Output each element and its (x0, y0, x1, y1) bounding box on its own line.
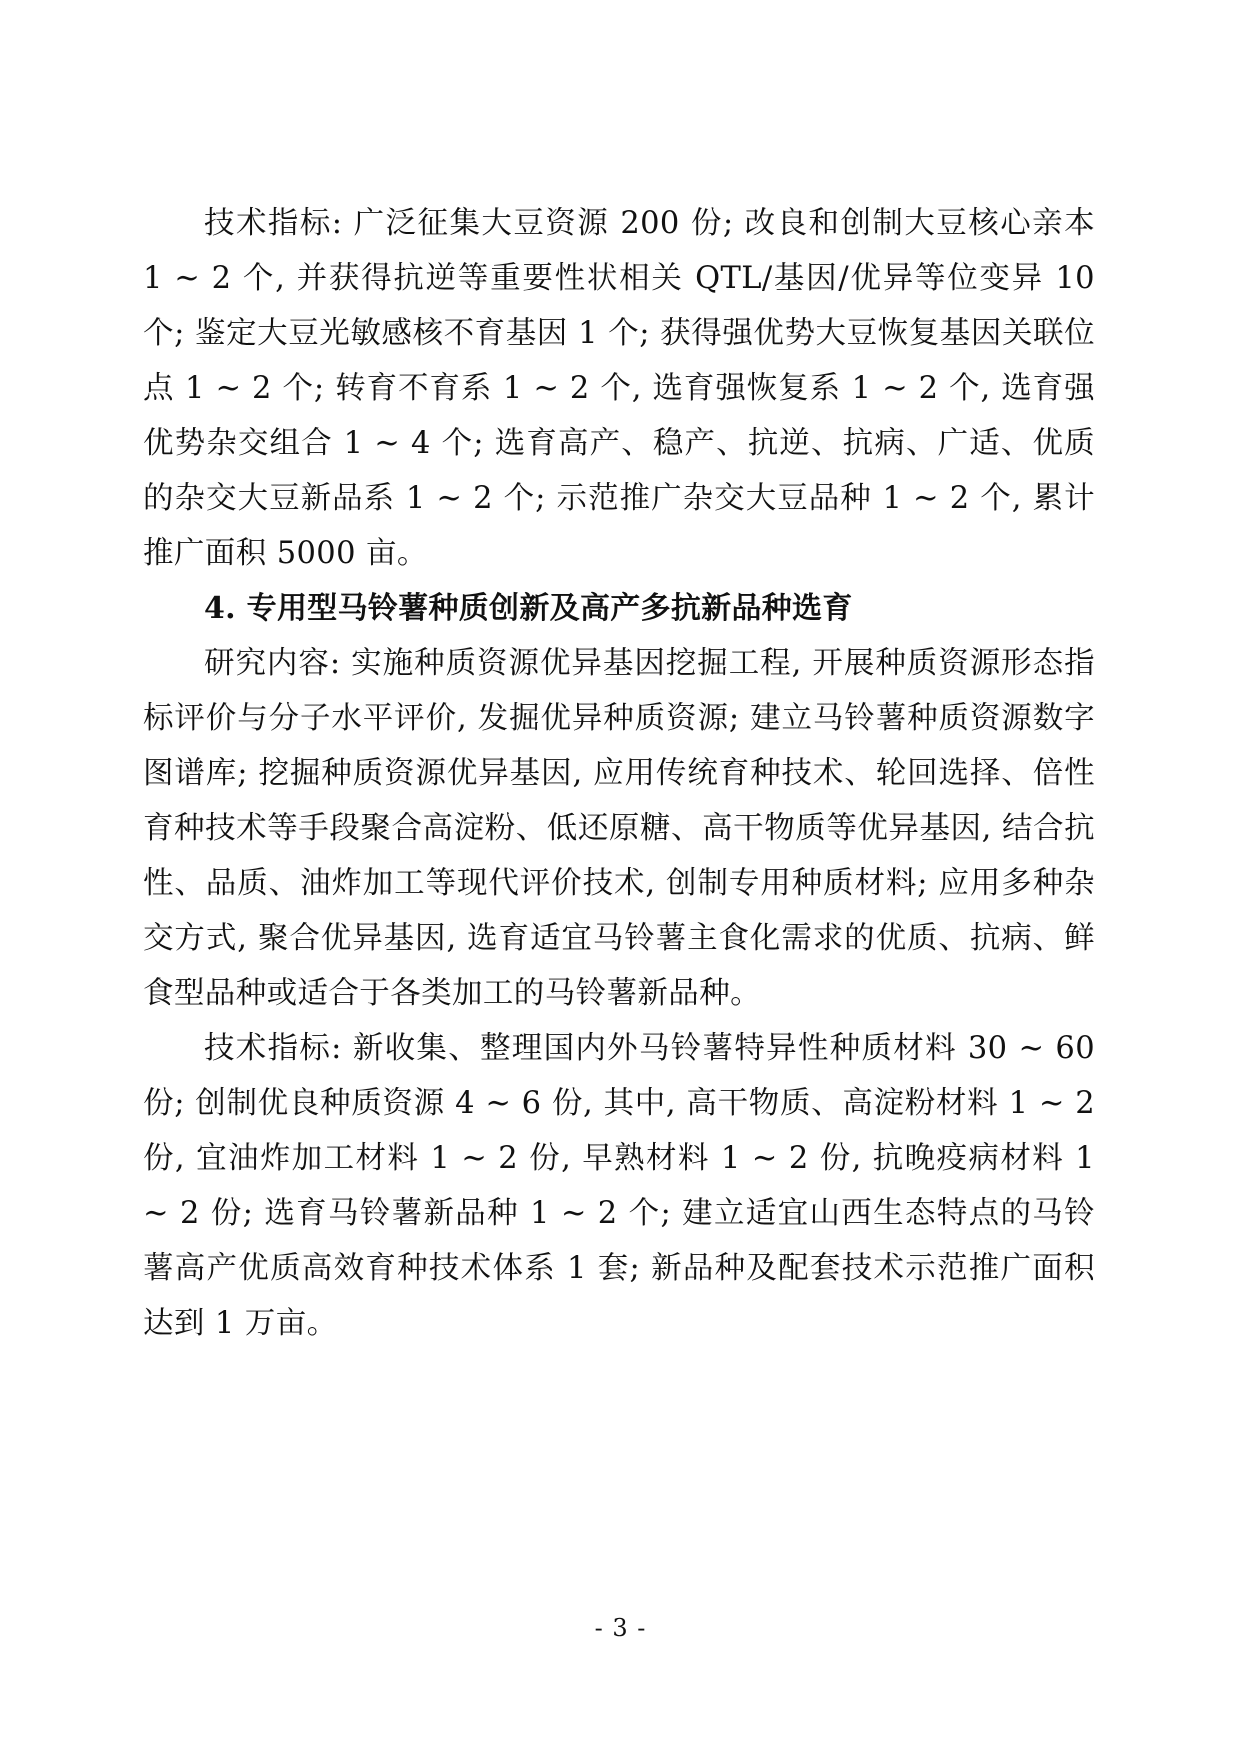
paragraph-potato-research-content: 研究内容: 实施种质资源优异基因挖掘工程, 开展种质资源形态指标评价与分子水平评价, 发掘优异种质资源; 建立马铃薯种质资源数字图谱库; 挖掘种质资源优异基因, 应用传统育种技术、轮回选择、倍性育种技术等手段聚合高淀粉、低还原糖、高干物质等优异基因, 结合抗性、品质、油炸加工等现代评价技术, 创制专用种质材料; 应用多种杂交方式, 聚合优异基因, 选育适宜马铃薯主食化需求的优质、抗病、鲜食型品种或适合于各类加工的马铃薯新品种。 (143, 646, 1095, 1011)
page-number: - 3 - (594, 1614, 647, 1642)
paragraph-potato-tech-indicators: 技术指标: 新收集、整理国内外马铃薯特异性种质材料 30 ~ 60 份; 创制优良种质资源 4 ~ 6 份, 其中, 高干物质、高淀粉材料 1 ~ 2 份, 宜油炸加工材料 1 ~ 2 份, 早熟材料 1 ~ 2 份, 抗晚疫病材料 1 ~ 2 份; 选育马铃薯新品种 1 ~ 2 个; 建立适宜山西生态特点的马铃薯高产优质高效育种技术体系 1 套; 新品种及配套技术示范推广面积达到 1 万亩。 (143, 1031, 1095, 1341)
paragraph-soybean-tech-indicators: 技术指标: 广泛征集大豆资源 200 份; 改良和创制大豆核心亲本 1 ~ 2 个, 并获得抗逆等重要性状相关 QTL/基因/优异等位变异 10 个; 鉴定大豆光敏感核不育基因 1 个; 获得强优势大豆恢复基因关联位点 1 ~ 2 个; 转育不育系 1 ~ 2 个, 选育强恢复系 1 ~ 2 个, 选育强优势杂交组合 1 ~ 4 个; 选育高产、稳产、抗逆、抗病、广适、优质的杂交大豆新品系 1 ~ 2 个; 示范推广杂交大豆品种 1 ~ 2 个, 累计推广面积 5000 亩。 (143, 206, 1095, 571)
page-content (143, 196, 1095, 1351)
heading-item-4: 4. 专用型马铃薯种质创新及高产多抗新品种选育 (204, 591, 853, 626)
